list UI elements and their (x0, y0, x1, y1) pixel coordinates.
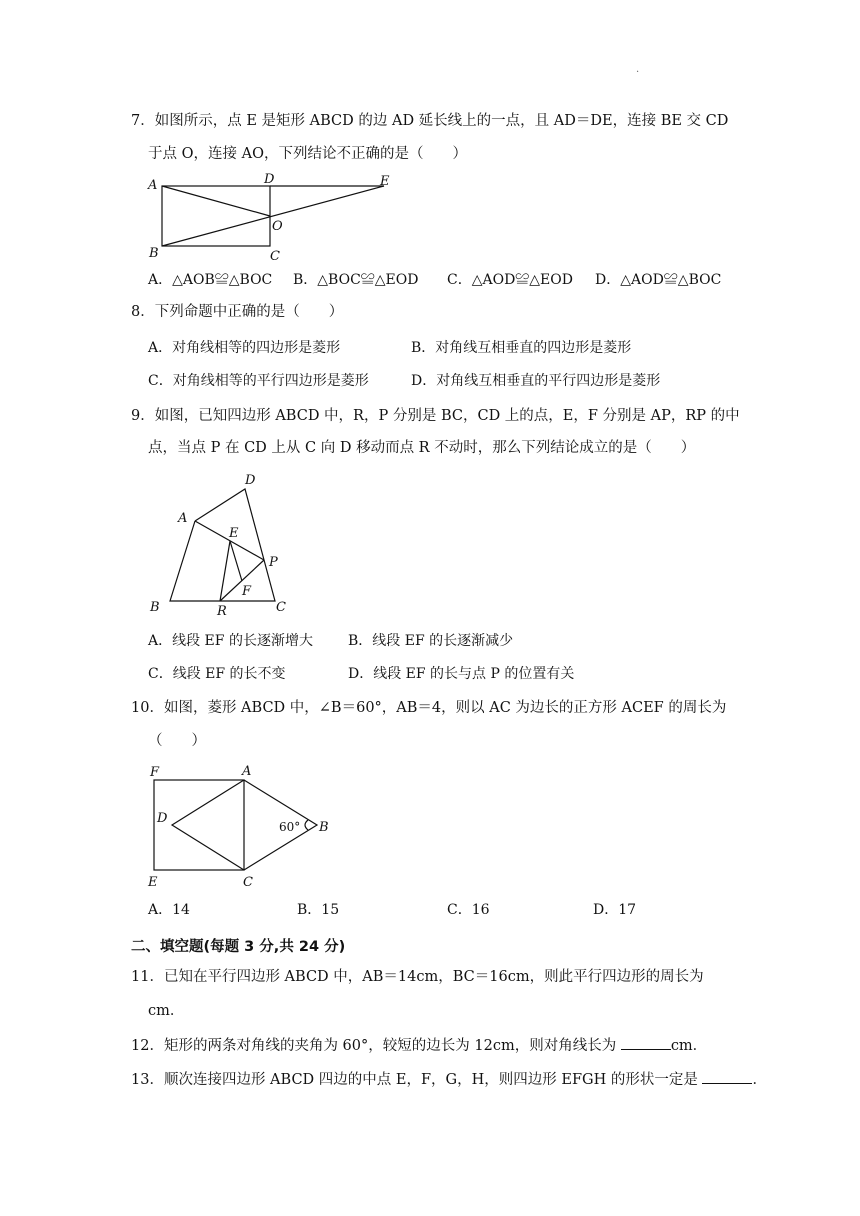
q10-label-e: E (148, 875, 158, 890)
q8-option-b: B．对角线互相垂直的四边形是菱形 (411, 340, 632, 356)
q12-answer-blank[interactable] (621, 1035, 671, 1050)
q8-option-c: C．对角线相等的平行四边形是菱形 (148, 373, 369, 389)
q10-angle-label: 60° (279, 820, 301, 834)
q9-label-e: E (229, 526, 239, 541)
q13-answer-blank[interactable] (702, 1069, 752, 1084)
q7-label-d: D (264, 172, 275, 187)
q10-rhombus-left (172, 780, 244, 870)
q10-label-c: C (243, 875, 253, 890)
q10-line1: 10．如图，菱形 ABCD 中，∠B＝60°，AB＝4，则以 AC 为边长的正方形 ACEF 的周长为 (131, 700, 727, 716)
q7-label-e: E (380, 174, 390, 189)
q10-label-a: A (242, 764, 252, 779)
q10-square (154, 780, 244, 870)
q7-option-d: D．△AOD≌△BOC (595, 272, 722, 288)
q12-text-before: 12．矩形的两条对角线的夹角为 60°，较短的边长为 12cm，则对角线长为 (131, 1038, 621, 1054)
q9-line1: 9．如图，已知四边形 ABCD 中，R，P 分别是 BC，CD 上的点，E，F 分别是 AP，RP 的中 (131, 408, 740, 424)
q13-text (131, 1069, 767, 1090)
q10-angle-arc (305, 820, 308, 830)
q10-label-f: F (150, 765, 160, 780)
q7-label-c: C (270, 249, 280, 264)
q9-label-f: F (242, 584, 252, 599)
q7-figure (140, 168, 410, 264)
q8-option-d: D．对角线互相垂直的平行四边形是菱形 (411, 373, 661, 389)
q13-text-after: ． (752, 1072, 767, 1088)
q10-label-d: D (157, 811, 168, 826)
q11-line1: 11．已知在平行四边形 ABCD 中，AB＝14cm，BC＝16cm，则此平行四边形的周长为 (131, 969, 704, 985)
q8-stem: 8．下列命题中正确的是（ ） (131, 304, 344, 320)
q10-label-b: B (319, 820, 329, 835)
q7-line2: 于点 O，连接 AO，下列结论不正确的是（ ） (148, 146, 467, 162)
q7-label-o: O (272, 219, 283, 234)
q9-label-d: D (245, 473, 256, 488)
q13-text-before: 13．顺次连接四边形 ABCD 四边的中点 E，F，G，H，则四边形 EFGH 的形状一定是 (131, 1072, 703, 1088)
q12-text (131, 1035, 707, 1056)
q9-figure (140, 466, 310, 618)
q7-rectangle (162, 186, 270, 246)
q7-option-c: C．△AOD≌△EOD (447, 272, 573, 288)
q7-option-a: A．△AOB≌△BOC (148, 272, 273, 288)
q10-option-c: C．16 (447, 902, 490, 918)
q9-option-a: A．线段 EF 的长逐渐增大 (148, 633, 313, 649)
q11-line2: cm． (148, 1003, 185, 1019)
q8-option-a: A．对角线相等的四边形是菱形 (148, 340, 341, 356)
q9-option-d: D．线段 EF 的长与点 P 的位置有关 (348, 666, 575, 682)
q7-label-b: B (149, 246, 159, 261)
q9-label-b: B (150, 600, 160, 615)
q10-figure (140, 758, 340, 890)
q9-label-c: C (276, 600, 286, 615)
q9-label-a: A (178, 511, 188, 526)
q9-option-c: C．线段 EF 的长不变 (148, 666, 286, 682)
q10-option-a: A．14 (148, 902, 190, 918)
q7-label-a: A (148, 178, 158, 193)
q10-line2: （ ） (148, 733, 206, 749)
q9-segment-er (220, 541, 230, 601)
q10-option-b: B．15 (297, 902, 340, 918)
q9-line2: 点，当点 P 在 CD 上从 C 向 D 移动而点 R 不动时，那么下列结论成立的是（ ） (148, 440, 696, 456)
q10-option-d: D．17 (593, 902, 637, 918)
q12-text-after: cm． (670, 1038, 708, 1054)
q9-label-r: R (217, 604, 227, 618)
q9-label-p: P (269, 555, 278, 570)
q7-line-ao (162, 186, 270, 216)
q7-option-b: B．△BOC≌△EOD (293, 272, 419, 288)
q7-line1: 7．如图所示，点 E 是矩形 ABCD 的边 AD 延长线上的一点，且 AD＝DE，连接 BE 交 CD (131, 113, 729, 129)
header-dot: . (636, 64, 640, 75)
q9-option-b: B．线段 EF 的长逐渐减少 (348, 633, 514, 649)
section-heading-fill-in: 二、填空题(每题 3 分,共 24 分) (131, 939, 346, 955)
